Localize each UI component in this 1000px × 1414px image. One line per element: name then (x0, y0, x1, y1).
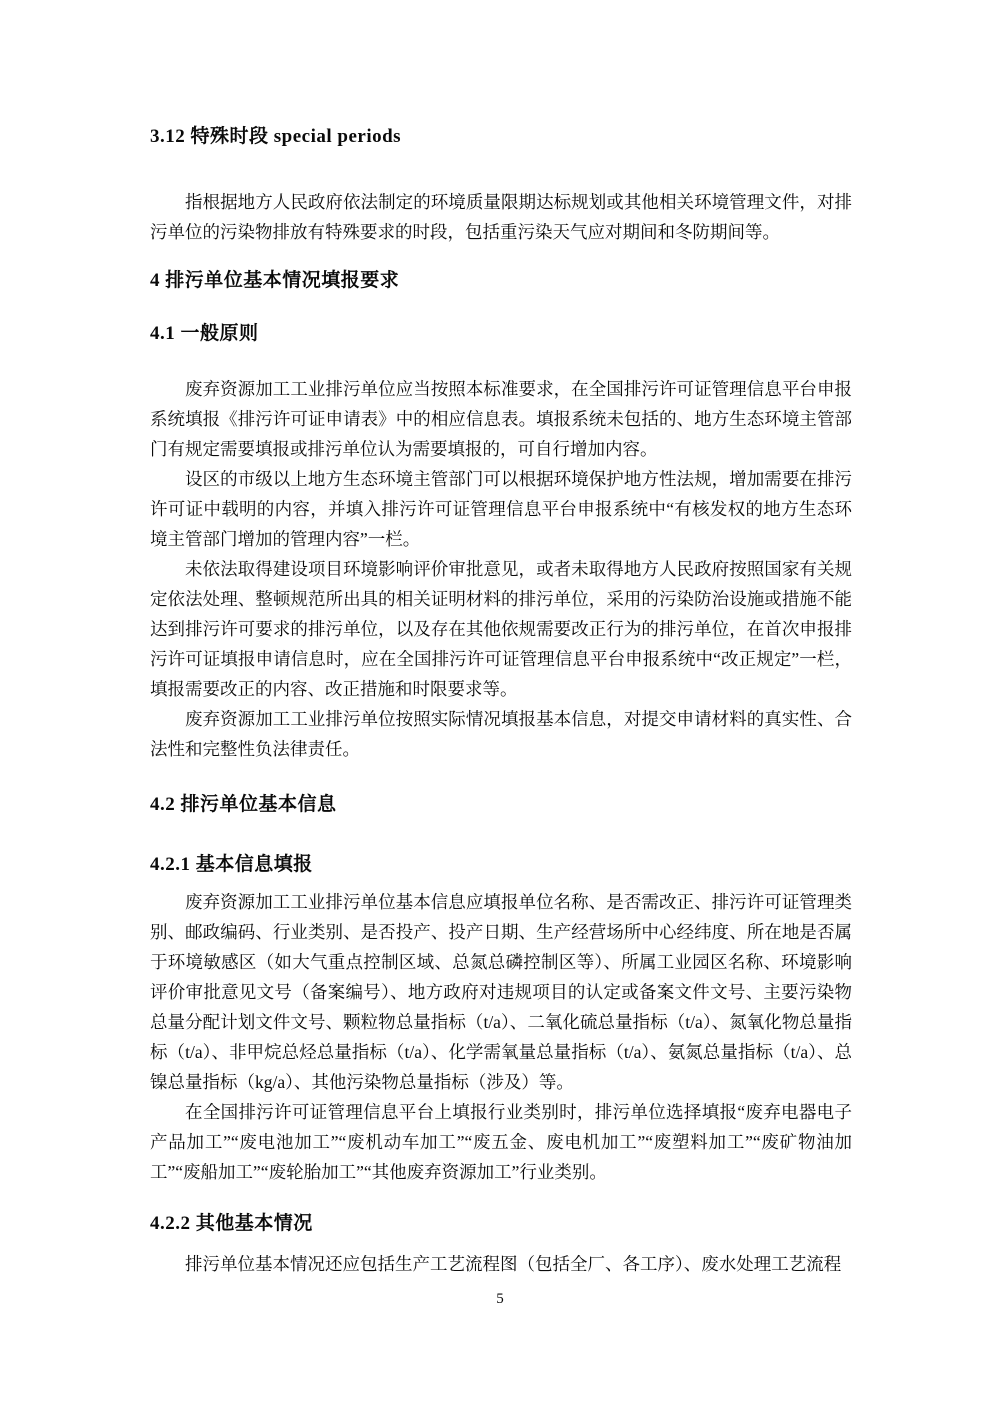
heading-3-12: 3.12 特殊时段 special periods (150, 126, 402, 147)
para-4-2-1-2: 在全国排污许可证管理信息平台上填报行业类别时，排污单位选择填报“废弃电器电子产品加工”“废电池加工”“废机动车加工”“废五金、废电机加工”“废塑料加工”“废矿物油加工”“废船加工”“废轮胎加工”“其他废弃资源加工”行业类别。 (150, 1102, 852, 1182)
page-number: 5 (496, 1291, 504, 1307)
para-4-1-3: 未依法取得建设项目环境影响评价审批意见，或者未取得地方人民政府按照国家有关规定依法处理、整顿规范所出具的相关证明材料的排污单位，采用的污染防治设施或措施不能达到排污许可要求的排污单位，以及存在其他依规需要改正行为的排污单位，在首次申报排污许可证填报申请信息时，应在全国排污许可证管理信息平台申报系统中“改正规定”一栏，填报需要改正的内容、改正措施和时限要求等。 (150, 559, 852, 699)
para-3-12-definition: 指根据地方人民政府依法制定的环境质量限期达标规划或其他相关环境管理文件，对排污单位的污染物排放有特殊要求的时段，包括重污染天气应对期间和冬防期间等。 (150, 192, 852, 242)
heading-4-2-2: 4.2.2 其他基本情况 (150, 1213, 313, 1234)
para-4-1-1: 废弃资源加工工业排污单位应当按照本标准要求，在全国排污许可证管理信息平台申报系统填报《排污许可证申请表》中的相应信息表。填报系统未包括的、地方生态环境主管部门有规定需要填报或排污单位认为需要填报的，可自行增加内容。 (150, 379, 852, 459)
heading-4-2: 4.2 排污单位基本信息 (150, 794, 337, 815)
para-4-2-1-1: 废弃资源加工工业排污单位基本信息应填报单位名称、是否需改正、排污许可证管理类别、邮政编码、行业类别、是否投产、投产日期、生产经营场所中心经纬度、所在地是否属于环境敏感区（如大气重点控制区域、总氮总磷控制区等）、所属工业园区名称、环境影响评价审批意见文号（备案编号）、地方政府对违规项目的认定或备案文件文号、主要污染物总量分配计划文件文号、颗粒物总量指标（t/a）、二氧化硫总量指标（t/a）、氮氧化物总量指标（t/a）、非甲烷总烃总量指标（t/a）、化学需氧量总量指标（t/a）、氨氮总量指标（t/a）、总镍总量指标（kg/a）、其他污染物总量指标（涉及）等。 (150, 892, 852, 1092)
heading-4-2-1: 4.2.1 基本信息填报 (150, 854, 313, 875)
heading-4: 4 排污单位基本情况填报要求 (150, 270, 400, 291)
document-content (150, 122, 852, 1279)
heading-4-1: 4.1 一般原则 (150, 323, 259, 344)
page-footer (0, 1289, 1000, 1309)
para-4-2-2-1: 排污单位基本情况还应包括生产工艺流程图（包括全厂、各工序）、废水处理工艺流程 (185, 1254, 842, 1274)
para-4-1-2: 设区的市级以上地方生态环境主管部门可以根据环境保护地方性法规，增加需要在排污许可证中载明的内容，并填入排污许可证管理信息平台申报系统中“有核发权的地方生态环境主管部门增加的管理内容”一栏。 (150, 469, 852, 549)
para-4-1-4: 废弃资源加工工业排污单位按照实际情况填报基本信息，对提交申请材料的真实性、合法性和完整性负法律责任。 (150, 709, 852, 759)
